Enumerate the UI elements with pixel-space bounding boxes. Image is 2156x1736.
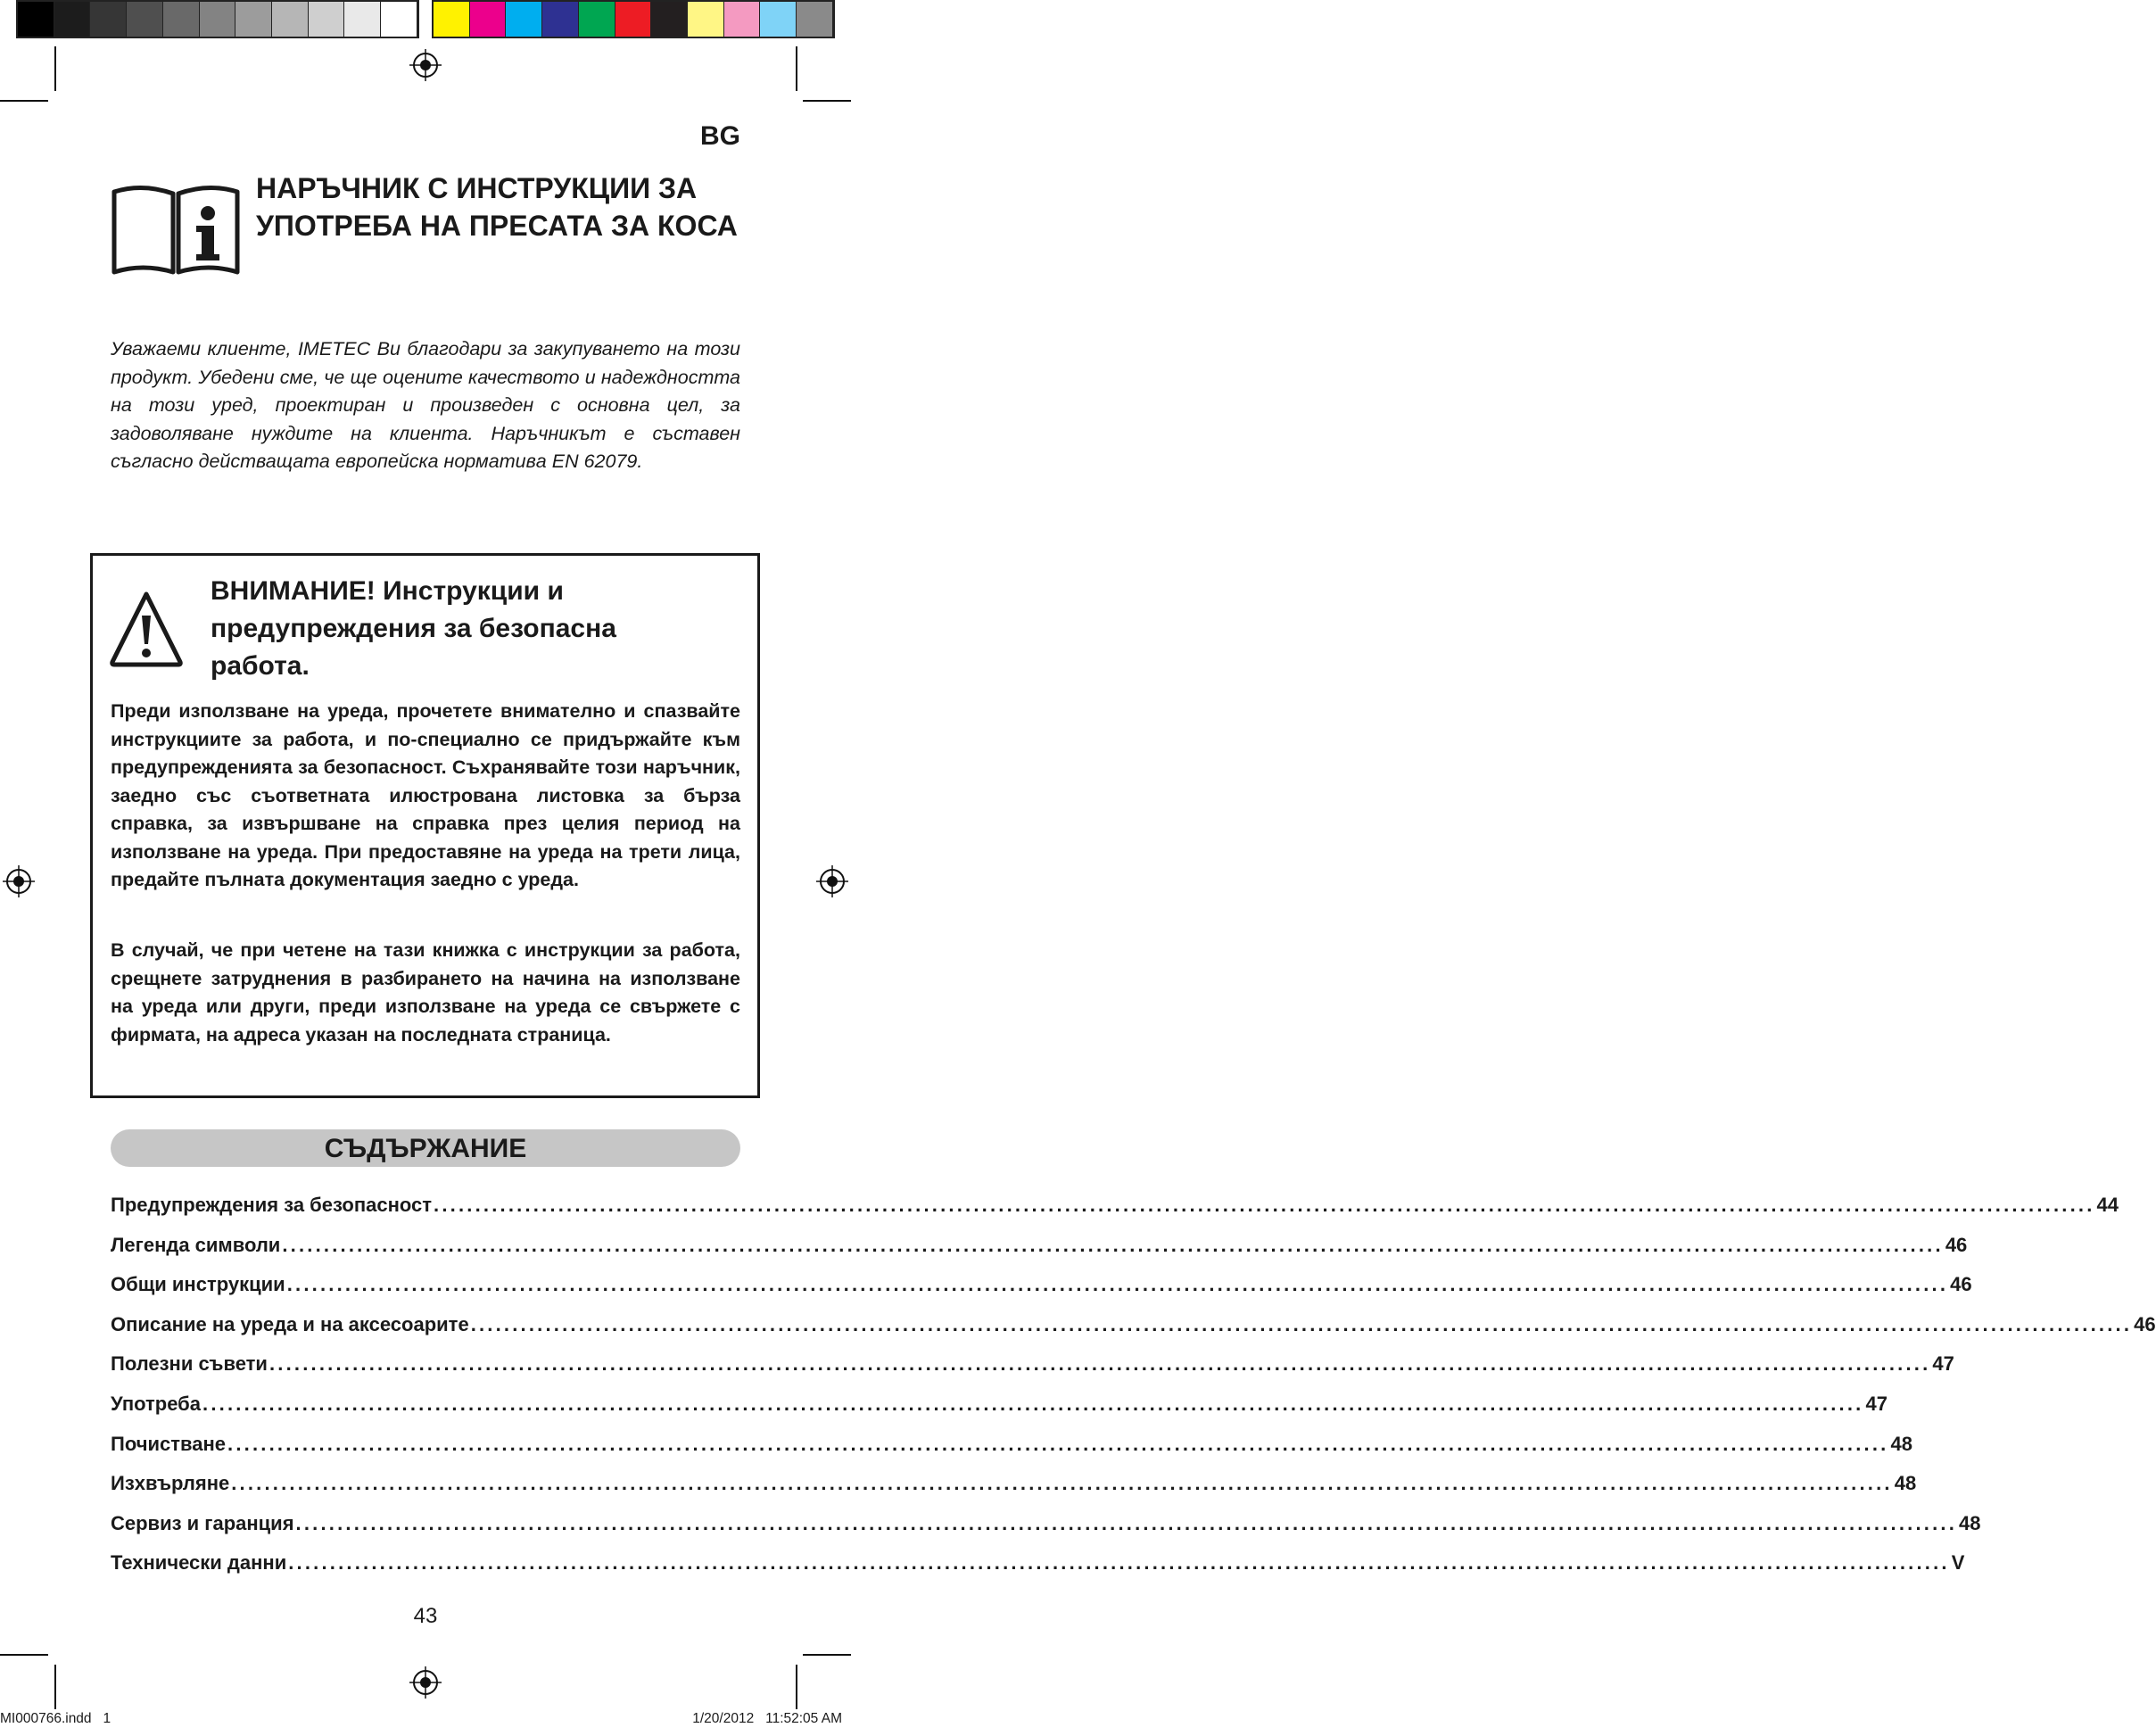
- color-swatch: [235, 2, 272, 37]
- contents-item: [111, 1511, 1981, 1552]
- intro-paragraph: Уважаеми клиенте, IMETEC Ви благодари за закупуването на този продукт. Убедени сме, че ще оцените качеството и надеждността на този уред, проектиран и произведен с основна цел, за задоволяване нуждите на клиента. Наръчникът е съставен съгласно действащата европейска нормативa EN 62079.: [111, 338, 740, 472]
- contents-item: [111, 1233, 1968, 1274]
- contents-item-label: Легенда символи: [111, 1233, 281, 1256]
- contents-item-label: Сервиз и гаранция: [111, 1511, 294, 1534]
- crop-mark: [54, 1665, 56, 1709]
- contents-item: [111, 1392, 1888, 1433]
- dot-leader: ........................................................................................................................................................................................................: [470, 1312, 2133, 1335]
- color-swatch: [797, 2, 833, 37]
- color-swatch: [434, 2, 470, 37]
- color-swatch: [272, 2, 309, 37]
- color-swatch: [200, 2, 236, 37]
- warning-paragraph: Преди използване на уреда, прочетете внимателно и спазвайте инструкциите за работа, и по-специално се придържайте към предупрежденията за безопасност. Съхранявайте този наръчник, заедно със съответната илюстрована листовка за бърза справка, за извършване на справка през целия период на използване на уреда. При предоставяне на уреда на трети лица, предайте пълната документация заедно с уреда.: [111, 700, 740, 890]
- contents-item-label: Предупреждения за безопасност: [111, 1194, 433, 1216]
- page-number: 43: [413, 1604, 438, 1628]
- color-swatch: [506, 2, 542, 37]
- contents-item-page: 46: [2134, 1312, 2156, 1335]
- contents-item-label: Почистване: [111, 1432, 227, 1455]
- slug-timestamp: 1/20/2012 11:52:05 AM: [692, 1711, 842, 1726]
- dot-leader: ........................................................................................................................................................................................................: [202, 1392, 1864, 1415]
- contents-item-page: 48: [1890, 1432, 1912, 1455]
- color-swatch: [470, 2, 507, 37]
- contents-item: [111, 1312, 2156, 1353]
- language-code: BG: [700, 121, 740, 151]
- contents-item: [111, 1472, 1917, 1512]
- registration-mark-icon: [3, 865, 35, 897]
- contents-item-page: V: [1951, 1551, 1965, 1575]
- registration-mark-icon: [816, 865, 848, 897]
- contents-list: [111, 1194, 2156, 1591]
- contents-item-label: Изхвърляне: [111, 1472, 230, 1495]
- contents-title: СЪДЪРЖАНИЕ: [324, 1134, 527, 1163]
- contents-item: [111, 1194, 2119, 1234]
- contents-item-page: 47: [1865, 1392, 1888, 1415]
- color-swatch: [615, 2, 652, 37]
- dot-leader: ........................................................................................................................................................................................................: [295, 1511, 1958, 1534]
- color-swatch: [309, 2, 345, 37]
- slug-filename: MI000766.indd 1: [0, 1711, 112, 1726]
- dot-leader: ........................................................................................................................................................................................................: [286, 1273, 1949, 1296]
- grayscale-color-bar: [16, 0, 419, 38]
- color-swatch: [760, 2, 797, 37]
- warning-title: ВНИМАНИЕ! Инструкции и предупреждения за безопасна работа.: [211, 576, 616, 681]
- manual-info-icon: [111, 183, 241, 277]
- registration-mark-icon: [409, 1666, 442, 1699]
- color-swatch: [688, 2, 724, 37]
- contents-item-page: 44: [2096, 1194, 2119, 1216]
- color-swatch: [18, 2, 54, 37]
- contents-item-page: 48: [1959, 1511, 1981, 1534]
- contents-item-page: 46: [1945, 1233, 1968, 1256]
- contents-item: [111, 1352, 1954, 1393]
- dot-leader: ........................................................................................................................................................................................................: [227, 1432, 1889, 1455]
- color-swatch: [90, 2, 127, 37]
- color-swatch: [127, 2, 163, 37]
- crop-mark: [0, 1654, 48, 1656]
- color-swatch: [724, 2, 761, 37]
- contents-item-page: 47: [1932, 1352, 1954, 1376]
- color-swatch: [163, 2, 200, 37]
- dot-leader: ........................................................................................................................................................................................................: [282, 1233, 1944, 1256]
- contents-item-page: 48: [1894, 1472, 1917, 1495]
- warning-paragraph: В случай, че при четене на тази книжка с инструкции за работа, срещнете затруднения в разбирането на начина на използване на уреда или други, преди използване на уреда се свържете с фирмата, на адреса указан на последната страница.: [111, 939, 740, 1046]
- warning-triangle-icon: [109, 589, 184, 669]
- crop-mark: [803, 1654, 851, 1656]
- manual-title: НАРЪЧНИК С ИНСТРУКЦИИ ЗА УПОТРЕБА НА ПРЕСАТА ЗА КОСА: [256, 172, 738, 242]
- crop-mark: [0, 100, 48, 102]
- crop-mark: [796, 46, 797, 91]
- contents-item: [111, 1551, 1965, 1591]
- registration-mark-icon: [409, 49, 442, 81]
- contents-item-label: Употреба: [111, 1392, 202, 1415]
- contents-item: [111, 1432, 1912, 1473]
- color-swatch: [579, 2, 615, 37]
- crop-mark: [803, 100, 851, 102]
- crop-mark: [54, 46, 56, 91]
- color-swatch: [344, 2, 381, 37]
- contents-item: [111, 1273, 1972, 1313]
- dot-leader: ........................................................................................................................................................................................................: [231, 1472, 1893, 1495]
- contents-item-page: 46: [1950, 1273, 1972, 1296]
- contents-item-label: Технически данни: [111, 1551, 287, 1575]
- dot-leader: ........................................................................................................................................................................................................: [288, 1551, 1950, 1575]
- process-color-bar: [432, 0, 835, 38]
- color-swatch: [54, 2, 91, 37]
- color-swatch: [381, 2, 417, 37]
- dot-leader: ........................................................................................................................................................................................................: [268, 1352, 1931, 1376]
- dot-leader: ........................................................................................................................................................................................................: [434, 1194, 2095, 1216]
- contents-item-label: Описание на уреда и на аксесоарите: [111, 1312, 469, 1335]
- color-swatch: [542, 2, 579, 37]
- color-swatch: [651, 2, 688, 37]
- crop-mark: [796, 1665, 797, 1709]
- contents-item-label: Общи инструкции: [111, 1273, 285, 1296]
- contents-item-label: Полезни съвети: [111, 1352, 268, 1376]
